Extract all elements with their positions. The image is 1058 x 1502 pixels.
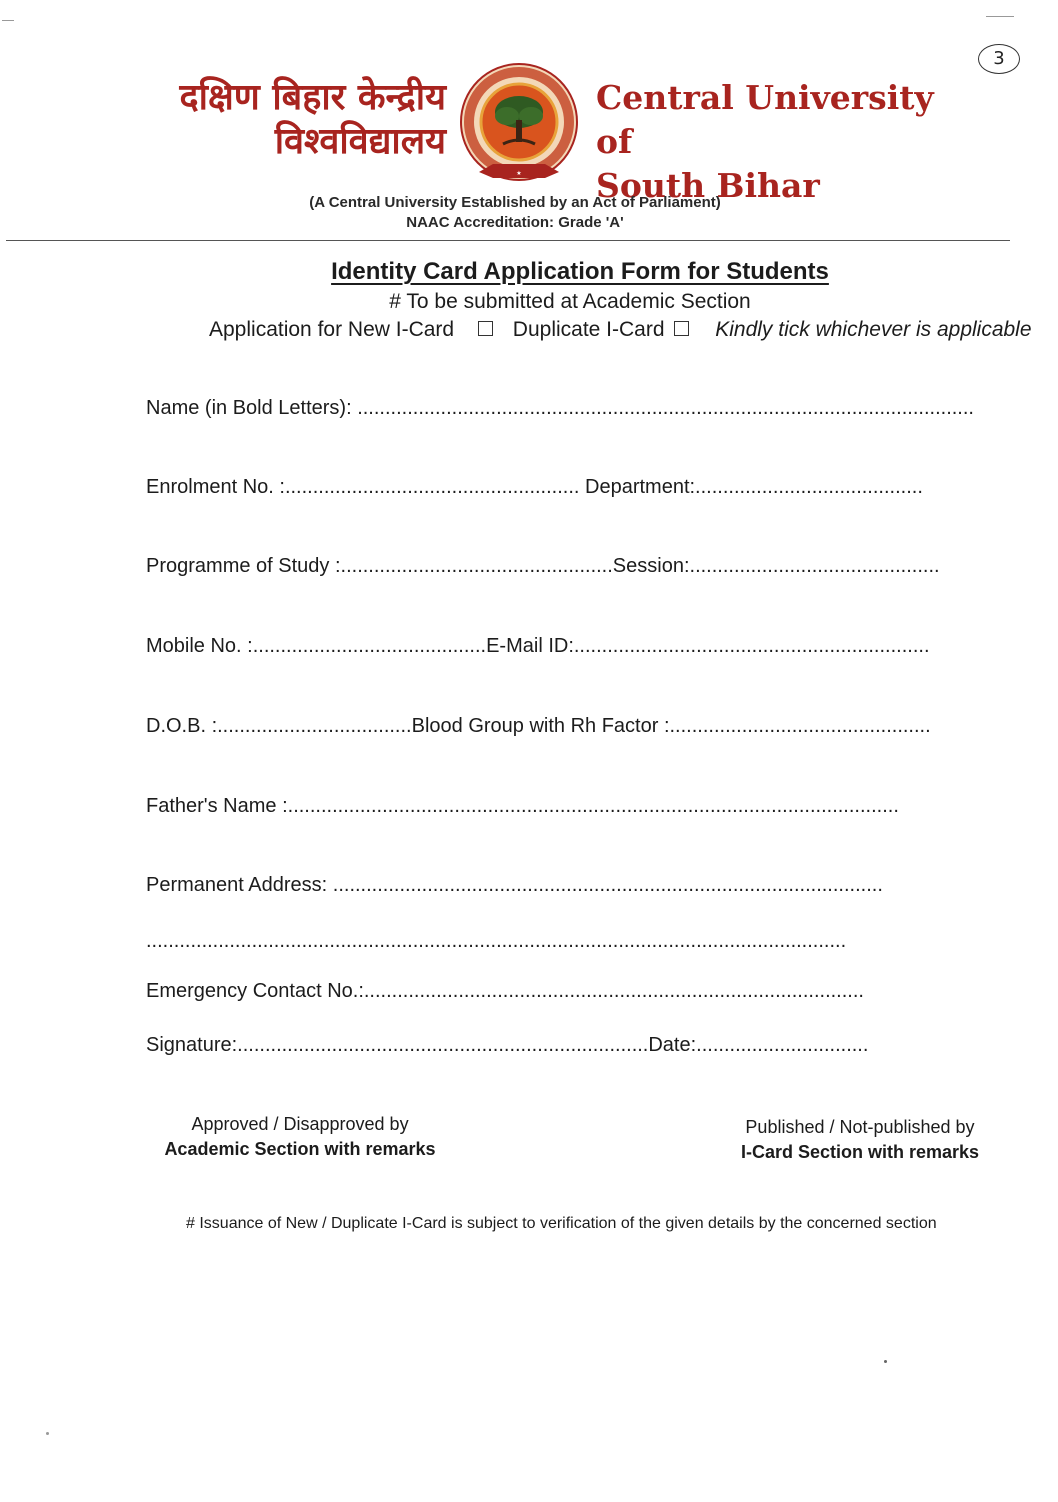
signature-date-field[interactable]: Signature:..........................................................................Date:............................... [146, 1034, 869, 1056]
permanent-address-field[interactable]: Permanent Address: ................................................................................................... [146, 874, 883, 896]
academic-approval-block [150, 1112, 450, 1162]
father-name-field[interactable]: Father's Name :.............................................................................................................. [146, 795, 899, 817]
scan-edge-mark [2, 20, 14, 21]
form-title [240, 258, 920, 286]
page-number: 3 [978, 44, 1020, 74]
scan-speck [884, 1360, 887, 1363]
english-name-line2: South Bihar [596, 166, 820, 205]
emergency-contact-field[interactable]: Emergency Contact No.:.......................................................................................... [146, 980, 864, 1002]
naac-note: NAAC Accreditation: Grade 'A' [406, 214, 624, 231]
new-icard-checkbox[interactable] [478, 321, 493, 336]
tick-note: Kindly tick whichever is applicable [715, 318, 1032, 341]
application-type-line [209, 318, 1032, 342]
dob-bloodgroup-field[interactable]: D.O.B. :...................................Blood Group with Rh Factor :............................................... [146, 715, 931, 737]
icard-approval-block [720, 1115, 1000, 1165]
new-icard-label: Application for New I-Card [209, 318, 455, 341]
hindi-name-line1: दक्षिण बिहार केन्द्रीय [179, 77, 446, 118]
icard-approval-line1: Published / Not-published by [745, 1117, 975, 1137]
mobile-email-field[interactable]: Mobile No. :..........................................E-Mail ID:................................................................ [146, 635, 930, 657]
hindi-name-line2: विश्वविद्यालय [274, 121, 446, 162]
name-field[interactable]: Name (in Bold Letters): ............................................................................................................... [146, 397, 974, 419]
svg-text:★: ★ [516, 170, 522, 177]
academic-approval-line2: Academic Section with remarks [164, 1139, 436, 1159]
duplicate-icard-label: Duplicate I-Card [512, 318, 665, 341]
header-divider [6, 240, 1010, 241]
academic-approval-line1: Approved / Disapproved by [191, 1114, 409, 1134]
icard-approval-line2: I-Card Section with remarks [740, 1142, 980, 1162]
submit-note: # To be submitted at Academic Section [389, 290, 751, 313]
english-name-line1: Central University of [596, 78, 934, 161]
scan-edge-mark [986, 16, 1014, 17]
form-title-text: Identity Card Application Form for Students [331, 258, 829, 285]
scan-speck [46, 1432, 49, 1435]
footnote: # Issuance of New / Duplicate I-Card is subject to verification of the given details by the concerned section [186, 1215, 937, 1232]
enrolment-department-field[interactable]: Enrolment No. :..................................................... Department:......................................... [146, 476, 923, 498]
duplicate-icard-checkbox[interactable] [674, 321, 689, 336]
university-logo [453, 60, 585, 192]
programme-session-field[interactable]: Programme of Study :.................................................Session:............................................. [146, 555, 940, 577]
university-name-hindi [110, 76, 446, 164]
university-name-english [596, 76, 956, 208]
permanent-address-line2[interactable]: .............................................................................................................................. [146, 930, 847, 952]
established-note: (A Central University Established by an Act of Parliament) [309, 194, 721, 211]
